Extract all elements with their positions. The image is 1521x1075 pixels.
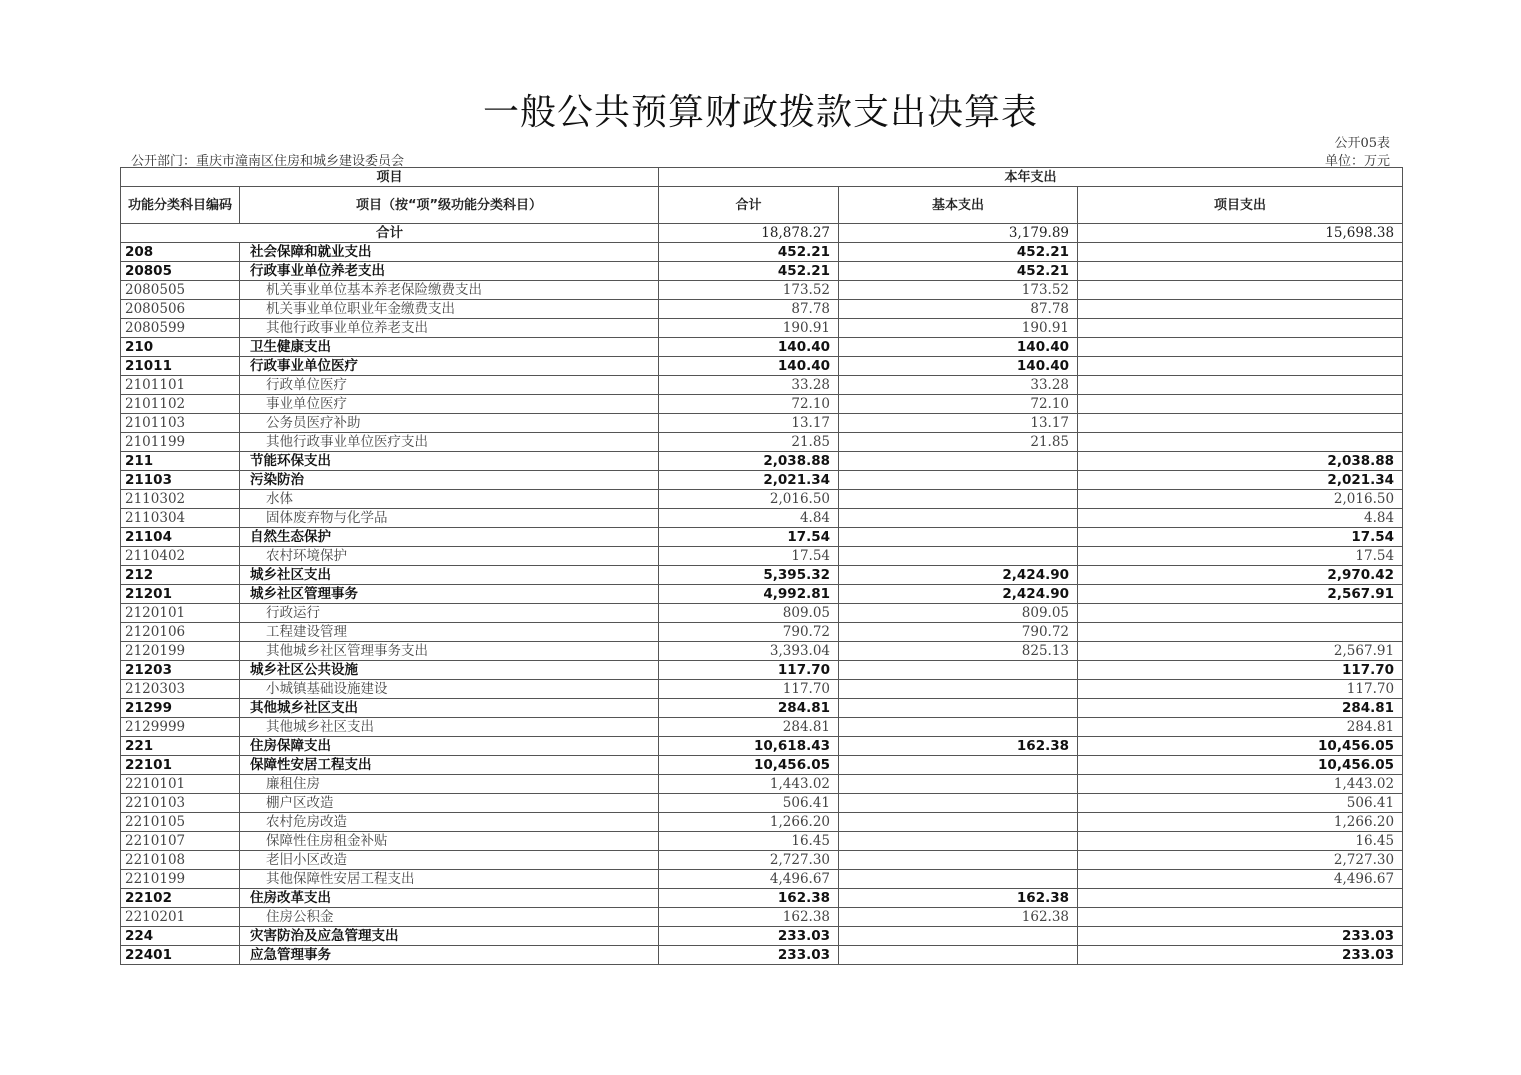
cell-total: 2,016.50 [659, 490, 839, 509]
cell-total: 162.38 [659, 889, 839, 908]
table-row [121, 813, 1403, 832]
cell-total: 87.78 [659, 300, 839, 319]
cell-project: 10,456.05 [1078, 737, 1403, 756]
cell-project: 233.03 [1078, 927, 1403, 946]
cell-basic [839, 528, 1078, 547]
cell-code: 2110304 [121, 509, 240, 528]
table-row [121, 737, 1403, 756]
cell-basic: 825.13 [839, 642, 1078, 661]
cell-basic [839, 699, 1078, 718]
cell-name: 灾害防治及应急管理支出 [240, 927, 659, 946]
header-code: 功能分类科目编码 [121, 187, 240, 224]
cell-name: 保障性住房租金补贴 [240, 832, 659, 851]
header-name: 项目（按“项”级功能分类科目） [240, 187, 659, 224]
cell-project: 10,456.05 [1078, 756, 1403, 775]
cell-basic: 790.72 [839, 623, 1078, 642]
cell-basic [839, 870, 1078, 889]
form-number: 公开05表 [1334, 136, 1390, 151]
cell-name: 住房改革支出 [240, 889, 659, 908]
cell-name: 城乡社区管理事务 [240, 585, 659, 604]
total-project: 15,698.38 [1078, 224, 1403, 243]
table-row [121, 699, 1403, 718]
cell-name: 污染防治 [240, 471, 659, 490]
cell-code: 2120199 [121, 642, 240, 661]
cell-code: 2101102 [121, 395, 240, 414]
cell-code: 22101 [121, 756, 240, 775]
cell-name: 行政单位医疗 [240, 376, 659, 395]
cell-basic: 809.05 [839, 604, 1078, 623]
cell-project: 117.70 [1078, 661, 1403, 680]
cell-code: 2080599 [121, 319, 240, 338]
cell-code: 221 [121, 737, 240, 756]
cell-project [1078, 338, 1403, 357]
cell-project [1078, 376, 1403, 395]
cell-total: 3,393.04 [659, 642, 839, 661]
table-row [121, 490, 1403, 509]
cell-project [1078, 433, 1403, 452]
cell-name: 农村危房改造 [240, 813, 659, 832]
table-row [121, 414, 1403, 433]
total-amount: 18,878.27 [659, 224, 839, 243]
table-row [121, 528, 1403, 547]
table-row [121, 889, 1403, 908]
cell-code: 2210108 [121, 851, 240, 870]
cell-code: 2210201 [121, 908, 240, 927]
cell-project: 4,496.67 [1078, 870, 1403, 889]
cell-basic: 140.40 [839, 338, 1078, 357]
cell-basic [839, 680, 1078, 699]
cell-project: 17.54 [1078, 547, 1403, 566]
cell-project [1078, 357, 1403, 376]
table-row [121, 642, 1403, 661]
table-row [121, 547, 1403, 566]
cell-project: 2,567.91 [1078, 585, 1403, 604]
cell-total: 809.05 [659, 604, 839, 623]
expenditure-table [120, 167, 1403, 965]
cell-name: 事业单位医疗 [240, 395, 659, 414]
cell-code: 2110302 [121, 490, 240, 509]
table-row [121, 661, 1403, 680]
cell-basic: 190.91 [839, 319, 1078, 338]
cell-basic [839, 813, 1078, 832]
cell-total: 13.17 [659, 414, 839, 433]
unit-label: 单位：万元 [1324, 154, 1390, 169]
table-row [121, 946, 1403, 965]
cell-name: 机关事业单位基本养老保险缴费支出 [240, 281, 659, 300]
cell-total: 2,727.30 [659, 851, 839, 870]
cell-basic: 140.40 [839, 357, 1078, 376]
cell-total: 17.54 [659, 528, 839, 547]
cell-basic: 2,424.90 [839, 566, 1078, 585]
table-row [121, 395, 1403, 414]
cell-project: 2,567.91 [1078, 642, 1403, 661]
cell-code: 22102 [121, 889, 240, 908]
cell-basic [839, 794, 1078, 813]
cell-total: 140.40 [659, 338, 839, 357]
header-row-columns [121, 187, 1403, 224]
page-title: 一般公共预算财政拨款支出决算表 [482, 92, 1038, 133]
cell-project [1078, 319, 1403, 338]
cell-project: 4.84 [1078, 509, 1403, 528]
cell-total: 506.41 [659, 794, 839, 813]
cell-project [1078, 889, 1403, 908]
cell-name: 其他行政事业单位医疗支出 [240, 433, 659, 452]
table-row [121, 851, 1403, 870]
cell-basic: 33.28 [839, 376, 1078, 395]
cell-basic [839, 509, 1078, 528]
cell-total: 2,021.34 [659, 471, 839, 490]
cell-basic: 87.78 [839, 300, 1078, 319]
cell-project: 1,443.02 [1078, 775, 1403, 794]
cell-name: 工程建设管理 [240, 623, 659, 642]
cell-basic: 162.38 [839, 889, 1078, 908]
table-row [121, 623, 1403, 642]
table-row [121, 566, 1403, 585]
cell-code: 2210107 [121, 832, 240, 851]
cell-basic [839, 775, 1078, 794]
cell-basic [839, 832, 1078, 851]
cell-total: 5,395.32 [659, 566, 839, 585]
cell-name: 自然生态保护 [240, 528, 659, 547]
cell-name: 住房保障支出 [240, 737, 659, 756]
cell-basic [839, 452, 1078, 471]
cell-total: 1,266.20 [659, 813, 839, 832]
table-row [121, 604, 1403, 623]
cell-code: 2210105 [121, 813, 240, 832]
table-row [121, 281, 1403, 300]
cell-name: 行政运行 [240, 604, 659, 623]
cell-code: 21299 [121, 699, 240, 718]
cell-code: 2120101 [121, 604, 240, 623]
cell-code: 21203 [121, 661, 240, 680]
cell-project: 2,016.50 [1078, 490, 1403, 509]
header-row-group [121, 168, 1403, 187]
cell-code: 224 [121, 927, 240, 946]
cell-total: 117.70 [659, 661, 839, 680]
cell-total: 17.54 [659, 547, 839, 566]
cell-project [1078, 262, 1403, 281]
cell-basic [839, 927, 1078, 946]
cell-code: 2129999 [121, 718, 240, 737]
header-year-group: 本年支出 [659, 168, 1403, 187]
cell-name: 廉租住房 [240, 775, 659, 794]
header-total: 合计 [659, 187, 839, 224]
table-row [121, 908, 1403, 927]
table-row [121, 585, 1403, 604]
cell-project [1078, 243, 1403, 262]
cell-total: 21.85 [659, 433, 839, 452]
total-label: 合计 [121, 224, 659, 243]
cell-code: 211 [121, 452, 240, 471]
cell-name: 机关事业单位职业年金缴费支出 [240, 300, 659, 319]
cell-project [1078, 395, 1403, 414]
cell-name: 其他保障性安居工程支出 [240, 870, 659, 889]
cell-name: 卫生健康支出 [240, 338, 659, 357]
table-row [121, 756, 1403, 775]
department-label: 公开部门：重庆市潼南区住房和城乡建设委员会 [131, 154, 405, 169]
cell-basic [839, 490, 1078, 509]
cell-total: 4.84 [659, 509, 839, 528]
cell-code: 208 [121, 243, 240, 262]
cell-name: 城乡社区支出 [240, 566, 659, 585]
cell-code: 21201 [121, 585, 240, 604]
cell-name: 保障性安居工程支出 [240, 756, 659, 775]
cell-total: 284.81 [659, 718, 839, 737]
cell-total: 117.70 [659, 680, 839, 699]
table-row [121, 794, 1403, 813]
cell-basic: 162.38 [839, 737, 1078, 756]
cell-basic: 2,424.90 [839, 585, 1078, 604]
table-row [121, 775, 1403, 794]
cell-project: 117.70 [1078, 680, 1403, 699]
total-basic: 3,179.89 [839, 224, 1078, 243]
table-row [121, 376, 1403, 395]
cell-basic [839, 661, 1078, 680]
cell-code: 210 [121, 338, 240, 357]
cell-name: 老旧小区改造 [240, 851, 659, 870]
table-row [121, 718, 1403, 737]
cell-name: 行政事业单位养老支出 [240, 262, 659, 281]
cell-name: 社会保障和就业支出 [240, 243, 659, 262]
table-row [121, 338, 1403, 357]
cell-basic [839, 851, 1078, 870]
cell-project [1078, 281, 1403, 300]
cell-code: 21104 [121, 528, 240, 547]
cell-basic [839, 718, 1078, 737]
cell-code: 2110402 [121, 547, 240, 566]
cell-code: 212 [121, 566, 240, 585]
cell-project [1078, 623, 1403, 642]
cell-name: 其他行政事业单位养老支出 [240, 319, 659, 338]
header-item-group: 项目 [121, 168, 659, 187]
cell-project: 233.03 [1078, 946, 1403, 965]
cell-total: 233.03 [659, 946, 839, 965]
table-row [121, 262, 1403, 281]
cell-name: 行政事业单位医疗 [240, 357, 659, 376]
cell-total: 190.91 [659, 319, 839, 338]
table-row [121, 832, 1403, 851]
cell-total: 10,618.43 [659, 737, 839, 756]
cell-total: 140.40 [659, 357, 839, 376]
cell-total: 233.03 [659, 927, 839, 946]
table-row [121, 300, 1403, 319]
cell-basic: 452.21 [839, 243, 1078, 262]
cell-code: 2101103 [121, 414, 240, 433]
table-row [121, 509, 1403, 528]
cell-code: 2210199 [121, 870, 240, 889]
cell-total: 452.21 [659, 262, 839, 281]
table-row [121, 357, 1403, 376]
cell-project [1078, 300, 1403, 319]
cell-basic: 72.10 [839, 395, 1078, 414]
cell-basic: 452.21 [839, 262, 1078, 281]
cell-total: 16.45 [659, 832, 839, 851]
cell-name: 农村环境保护 [240, 547, 659, 566]
cell-name: 棚户区改造 [240, 794, 659, 813]
cell-name: 其他城乡社区支出 [240, 718, 659, 737]
cell-project: 17.54 [1078, 528, 1403, 547]
cell-project: 2,038.88 [1078, 452, 1403, 471]
cell-total: 72.10 [659, 395, 839, 414]
table-row [121, 870, 1403, 889]
table-row [121, 433, 1403, 452]
cell-project: 2,021.34 [1078, 471, 1403, 490]
cell-project: 506.41 [1078, 794, 1403, 813]
cell-total: 162.38 [659, 908, 839, 927]
cell-code: 2101199 [121, 433, 240, 452]
cell-project: 284.81 [1078, 718, 1403, 737]
table-row [121, 680, 1403, 699]
cell-code: 2101101 [121, 376, 240, 395]
cell-code: 21011 [121, 357, 240, 376]
cell-code: 2080506 [121, 300, 240, 319]
cell-code: 2080505 [121, 281, 240, 300]
table-row [121, 452, 1403, 471]
cell-project: 2,727.30 [1078, 851, 1403, 870]
cell-total: 452.21 [659, 243, 839, 262]
cell-code: 21103 [121, 471, 240, 490]
cell-project: 1,266.20 [1078, 813, 1403, 832]
table-row [121, 471, 1403, 490]
header-project: 项目支出 [1078, 187, 1403, 224]
cell-total: 33.28 [659, 376, 839, 395]
cell-name: 公务员医疗补助 [240, 414, 659, 433]
cell-total: 173.52 [659, 281, 839, 300]
cell-code: 2210101 [121, 775, 240, 794]
cell-total: 1,443.02 [659, 775, 839, 794]
cell-total: 4,992.81 [659, 585, 839, 604]
cell-project [1078, 604, 1403, 623]
cell-name: 固体废弃物与化学品 [240, 509, 659, 528]
cell-name: 住房公积金 [240, 908, 659, 927]
cell-name: 城乡社区公共设施 [240, 661, 659, 680]
table-row [121, 243, 1403, 262]
cell-total: 284.81 [659, 699, 839, 718]
cell-basic [839, 946, 1078, 965]
cell-basic [839, 756, 1078, 775]
cell-code: 20805 [121, 262, 240, 281]
header-basic: 基本支出 [839, 187, 1078, 224]
table-row [121, 319, 1403, 338]
cell-project: 284.81 [1078, 699, 1403, 718]
cell-code: 2210103 [121, 794, 240, 813]
total-row [121, 224, 1403, 243]
cell-name: 水体 [240, 490, 659, 509]
cell-project: 16.45 [1078, 832, 1403, 851]
cell-basic: 21.85 [839, 433, 1078, 452]
cell-basic [839, 471, 1078, 490]
cell-total: 790.72 [659, 623, 839, 642]
cell-basic: 13.17 [839, 414, 1078, 433]
cell-total: 2,038.88 [659, 452, 839, 471]
cell-total: 4,496.67 [659, 870, 839, 889]
cell-basic: 162.38 [839, 908, 1078, 927]
table-row [121, 927, 1403, 946]
cell-name: 应急管理事务 [240, 946, 659, 965]
cell-project: 2,970.42 [1078, 566, 1403, 585]
cell-total: 10,456.05 [659, 756, 839, 775]
cell-project [1078, 908, 1403, 927]
cell-code: 2120303 [121, 680, 240, 699]
cell-code: 22401 [121, 946, 240, 965]
cell-basic: 173.52 [839, 281, 1078, 300]
cell-basic [839, 547, 1078, 566]
cell-project [1078, 414, 1403, 433]
cell-name: 其他城乡社区管理事务支出 [240, 642, 659, 661]
cell-name: 其他城乡社区支出 [240, 699, 659, 718]
cell-name: 小城镇基础设施建设 [240, 680, 659, 699]
cell-name: 节能环保支出 [240, 452, 659, 471]
cell-code: 2120106 [121, 623, 240, 642]
